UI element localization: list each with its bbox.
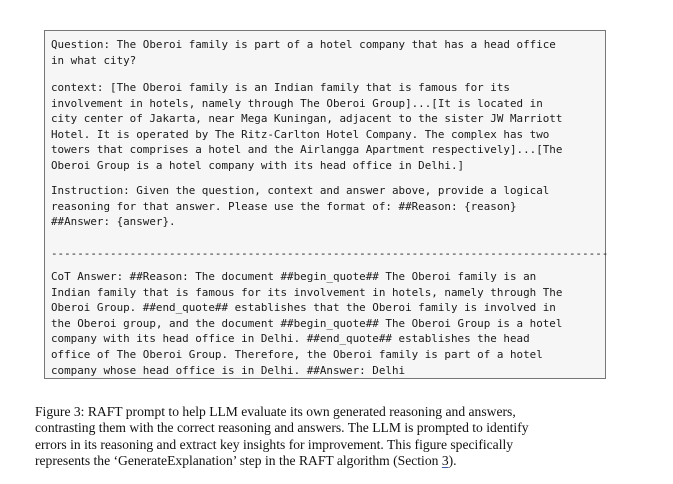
figure-caption [35, 404, 635, 469]
caption-text-end: ). [448, 452, 457, 468]
prompt-example-box [44, 30, 609, 379]
question-text: Question: The Oberoi family is part of a hotel company that has a head office in what city? [51, 38, 556, 67]
cot-answer-text: CoT Answer: ##Reason: The document ##begin_quote## The Oberoi family is an Indian family that is famous for its involvement in hotels, namely through The Oberoi Group. ##end_quote## establishes that the Oberoi family is involved in the Oberoi group, and the document ##begin_quote## The Oberoi Group is a hotel company with its head office in Delhi. ##end_quote## establishes the head office of The Oberoi Group. Therefore, the Oberoi family is part of a hotel company whose head office is in Delhi. ##Answer: Delhi [51, 270, 563, 377]
caption-text: Figure 3: RAFT prompt to help LLM evaluate its own generated reasoning and answers, contrasting them with the correct reasoning and answers. The LLM is prompted to identify errors in its reasoning and extract key insights for improvement. This figure specifically represents the ‘GenerateExplanation’ step in the RAFT algorithm (Section [35, 404, 529, 468]
instruction-text: Instruction: Given the question, context and answer above, provide a logical reasoning for that answer. Please use the format of: ##Reason: {reason} ##Answer: {answer}. [51, 184, 550, 229]
dashed-divider: ------------------------------------------------------------------------------------- [51, 247, 609, 260]
context-text: context: [The Oberoi family is an Indian family that is famous for its involvement in hotels, namely through The Oberoi Group]...[It is located in city center of Jakarta, near Mega Kuningan, adjacent to the sister JW Marriott Hotel. It is operated by The Ritz-Carlton Hotel Company. The complex has two towers that comprises a hotel and the Airlangga Apartment respectively]...[The Oberoi Group is a hotel company with its head office in Delhi.] [51, 81, 563, 172]
section-reference-link[interactable]: 3 [441, 452, 449, 468]
